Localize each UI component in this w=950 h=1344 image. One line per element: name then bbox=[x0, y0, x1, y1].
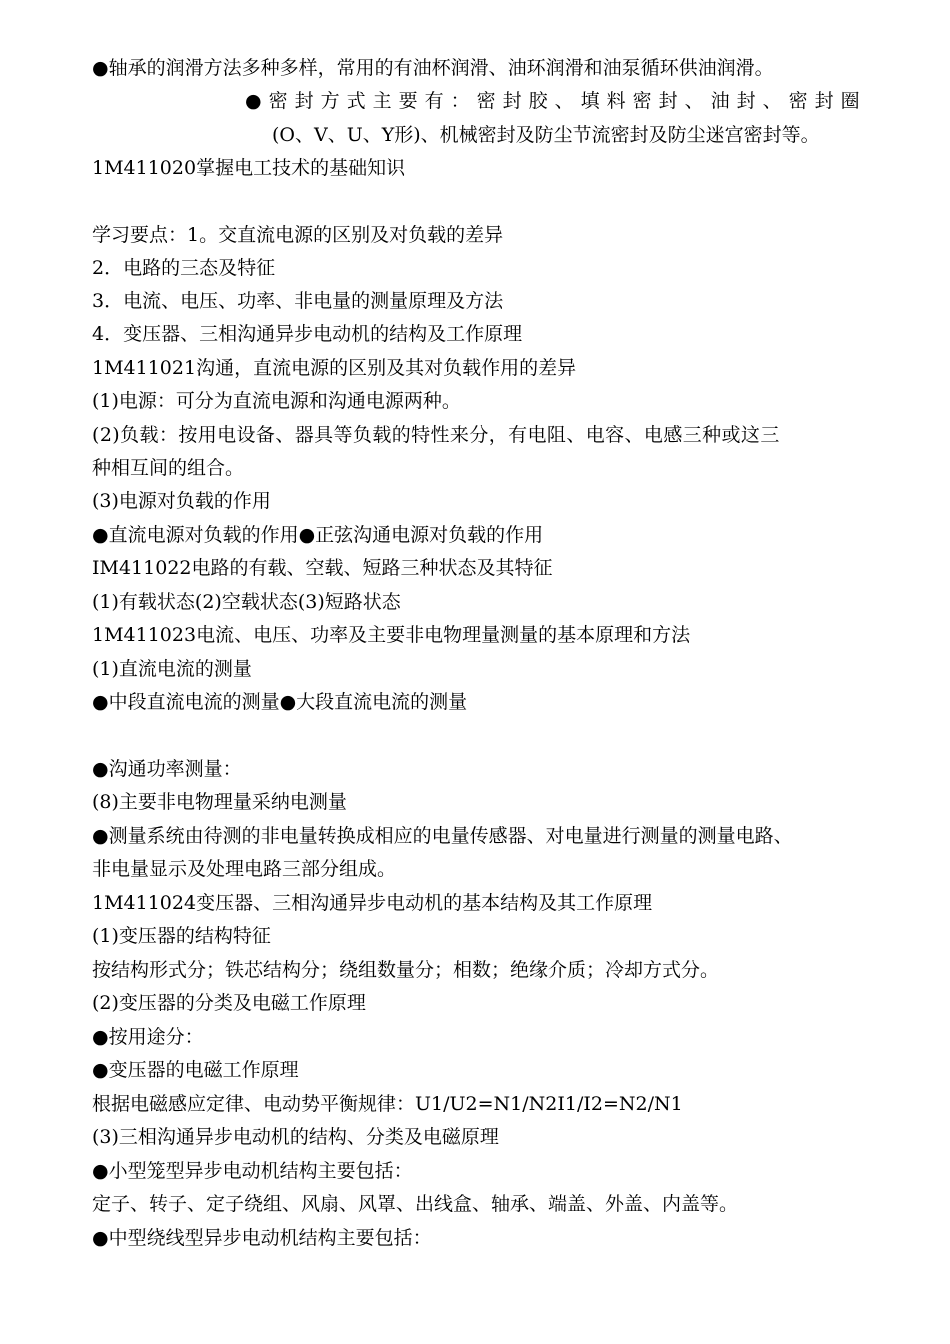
text-line-dc-measure: (1)直流电流的测量 bbox=[92, 658, 252, 680]
text-line-motor-structure: (3)三相沟通异步电动机的结构、分类及电磁原理 bbox=[92, 1126, 499, 1148]
text-line-dc-measure-ranges: ●中段直流电流的测量●大段直流电流的测量 bbox=[92, 691, 468, 713]
text-line-point-3: 3．电流、电压、功率、非电量的测量原理及方法 bbox=[92, 290, 504, 312]
text-line-medium-motor: ●中型绕线型异步电动机结构主要包括： bbox=[92, 1227, 432, 1249]
text-line-dc-ac-effect: ●直流电源对负载的作用●正弦沟通电源对负载的作用 bbox=[92, 524, 544, 546]
text-line-measure-system: ●测量系统由待测的非电量转换成相应的电量传感器、对电量进行测量的测量电路、 bbox=[92, 825, 793, 847]
text-line-transformer-classification: (2)变压器的分类及电磁工作原理 bbox=[92, 992, 366, 1014]
section-heading-im411022: IM411022电路的有载、空载、短路三种状态及其特征 bbox=[92, 557, 553, 579]
text-line-circuit-states: (1)有载状态(2)空载状态(3)短路状态 bbox=[92, 591, 401, 613]
section-heading-1m411024: 1M411024变压器、三相沟通异步电动机的基本结构及其工作原理 bbox=[92, 892, 653, 914]
text-line-point-2: 2．电路的三态及特征 bbox=[92, 257, 276, 279]
text-line-non-electric-measure: (8)主要非电物理量采纳电测量 bbox=[92, 791, 347, 813]
text-line-seal-methods: ●密封方式主要有：密封胶、填料密封、油封、密封圈 bbox=[245, 90, 867, 112]
text-line-point-4: 4．变压器、三相沟通异步电动机的结构及工作原理 bbox=[92, 323, 523, 345]
text-line-ac-power-measure: ●沟通功率测量： bbox=[92, 758, 242, 780]
text-line-small-motor: ●小型笼型异步电动机结构主要包括： bbox=[92, 1160, 413, 1182]
text-line-seal-methods-cont: (O、V、U、Y形)、机械密封及防尘节流密封及防尘迷宫密封等。 bbox=[272, 124, 820, 146]
text-line-load-cont: 种相互间的组合。 bbox=[92, 457, 245, 479]
text-line-transformer-structure: (1)变压器的结构特征 bbox=[92, 925, 271, 947]
text-line-load: (2)负载：按用电设备、器具等负载的特性来分，有电阻、电容、电感三种或这三 bbox=[92, 424, 780, 446]
text-line-small-motor-parts: 定子、转子、定子绕组、风扇、风罩、出线盒、轴承、端盖、外盖、内盖等。 bbox=[92, 1193, 739, 1215]
text-line-power-source: (1)电源：可分为直流电源和沟通电源两种。 bbox=[92, 390, 461, 412]
text-line-induction-law: 根据电磁感应定律、电动势平衡规律：U1/U2=N1/N2I1/I2=N2/N1 bbox=[92, 1093, 683, 1115]
section-heading-1m411020: 1M411020掌握电工技术的基础知识 bbox=[92, 157, 406, 179]
text-line-measure-system-cont: 非电量显示及处理电路三部分组成。 bbox=[92, 858, 397, 880]
text-line-bearing-lubrication: ●轴承的润滑方法多种多样，常用的有油杯润滑、油环润滑和油泵循环供油润滑。 bbox=[92, 57, 774, 79]
text-line-learning-points: 学习要点：1。交直流电源的区别及对负载的差异 bbox=[92, 224, 504, 246]
text-line-by-usage: ●按用途分： bbox=[92, 1026, 204, 1048]
section-heading-1m411021: 1M411021沟通，直流电源的区别及其对负载作用的差异 bbox=[92, 357, 577, 379]
text-line-source-effect: (3)电源对负载的作用 bbox=[92, 490, 271, 512]
text-line-electromagnetic-principle: ●变压器的电磁工作原理 bbox=[92, 1059, 299, 1081]
section-heading-1m411023: 1M411023电流、电压、功率及主要非电物理量测量的基本原理和方法 bbox=[92, 624, 691, 646]
text-line-structure-classification: 按结构形式分；铁芯结构分；绕组数量分；相数；绝缘介质；冷却方式分。 bbox=[92, 959, 720, 981]
